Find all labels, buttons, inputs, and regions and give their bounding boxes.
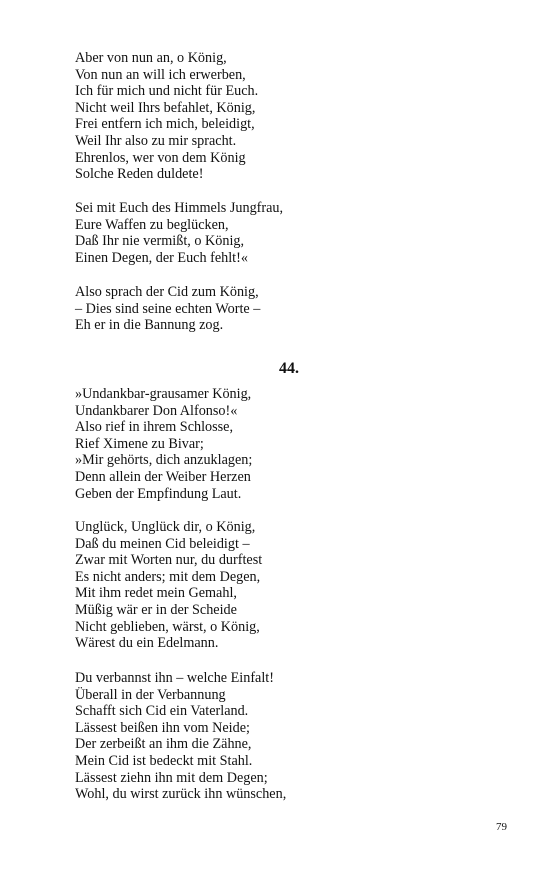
section-title: 44. bbox=[279, 360, 299, 377]
verse-line: Rief Ximene zu Bivar; bbox=[75, 435, 204, 452]
verse-line: Einen Degen, der Euch fehlt!« bbox=[75, 249, 248, 266]
verse-line: Zwar mit Worten nur, du durftest bbox=[75, 552, 263, 569]
verse-line: Nicht geblieben, wärst, o König, bbox=[75, 618, 260, 635]
verse-line: Geben der Empfindung Laut. bbox=[75, 485, 242, 502]
stanza-3 bbox=[75, 284, 260, 334]
stanza-4 bbox=[75, 386, 252, 502]
verse-line: Denn allein der Weiber Herzen bbox=[75, 468, 251, 485]
verse-line: Müßig wär er in der Scheide bbox=[75, 601, 237, 618]
verse-line: Frei entfern ich mich, beleidigt, bbox=[75, 116, 255, 133]
stanza-5 bbox=[75, 519, 262, 652]
verse-line: Nicht weil Ihrs befahlet, König, bbox=[75, 99, 256, 116]
verse-line: Sei mit Euch des Himmels Jungfrau, bbox=[75, 200, 284, 216]
verse-line: Es nicht anders; mit dem Degen, bbox=[75, 568, 261, 585]
verse-line: Mein Cid ist bedeckt mit Stahl. bbox=[75, 752, 253, 769]
stanza-1 bbox=[75, 50, 258, 183]
verse-line: Solche Reden duldete! bbox=[75, 166, 204, 183]
stanza-6 bbox=[75, 670, 286, 803]
verse-line: Du verbannst ihn – welche Einfalt! bbox=[75, 670, 274, 686]
verse-line: Lässest beißen ihn vom Neide; bbox=[75, 719, 250, 736]
verse-line: Unglück, Unglück dir, o König, bbox=[75, 519, 256, 535]
verse-line: Wohl, du wirst zurück ihn wünschen, bbox=[75, 786, 287, 803]
stanza-2 bbox=[75, 200, 283, 266]
verse-line: Weil Ihr also zu mir spracht. bbox=[75, 132, 237, 149]
verse-line: Eure Waffen zu beglücken, bbox=[75, 216, 229, 233]
verse-line: Daß du meinen Cid beleidigt – bbox=[75, 535, 250, 552]
verse-line: Undankbarer Don Alfonso!« bbox=[75, 402, 238, 419]
verse-line: Ich für mich und nicht für Euch. bbox=[75, 83, 259, 100]
verse-line: Lässest ziehn ihn mit dem Degen; bbox=[75, 769, 268, 786]
verse-line: Daß Ihr nie vermißt, o König, bbox=[75, 233, 245, 250]
verse-line: Von nun an will ich erwerben, bbox=[75, 66, 246, 83]
verse-line: Schafft sich Cid ein Vaterland. bbox=[75, 703, 249, 720]
verse-line: Wärest du ein Edelmann. bbox=[75, 635, 219, 652]
verse-line: Überall in der Verbannung bbox=[75, 686, 226, 703]
verse-line: »Undankbar-grausamer König, bbox=[75, 386, 252, 402]
verse-line: Also rief in ihrem Schlosse, bbox=[75, 419, 234, 436]
verse-line: Mit ihm redet mein Gemahl, bbox=[75, 585, 237, 602]
verse-line: – Dies sind seine echten Worte – bbox=[75, 300, 261, 317]
verse-line: Ehrenlos, wer von dem König bbox=[75, 149, 246, 166]
verse-line: Der zerbeißt an ihm die Zähne, bbox=[75, 736, 252, 753]
page-number: 79 bbox=[496, 821, 507, 833]
verse-line: »Mir gehörts, dich anzuklagen; bbox=[75, 452, 253, 469]
verse-line: Aber von nun an, o König, bbox=[75, 50, 227, 66]
verse-line: Eh er in die Bannung zog. bbox=[75, 317, 224, 334]
verse-line: Also sprach der Cid zum König, bbox=[75, 284, 259, 300]
